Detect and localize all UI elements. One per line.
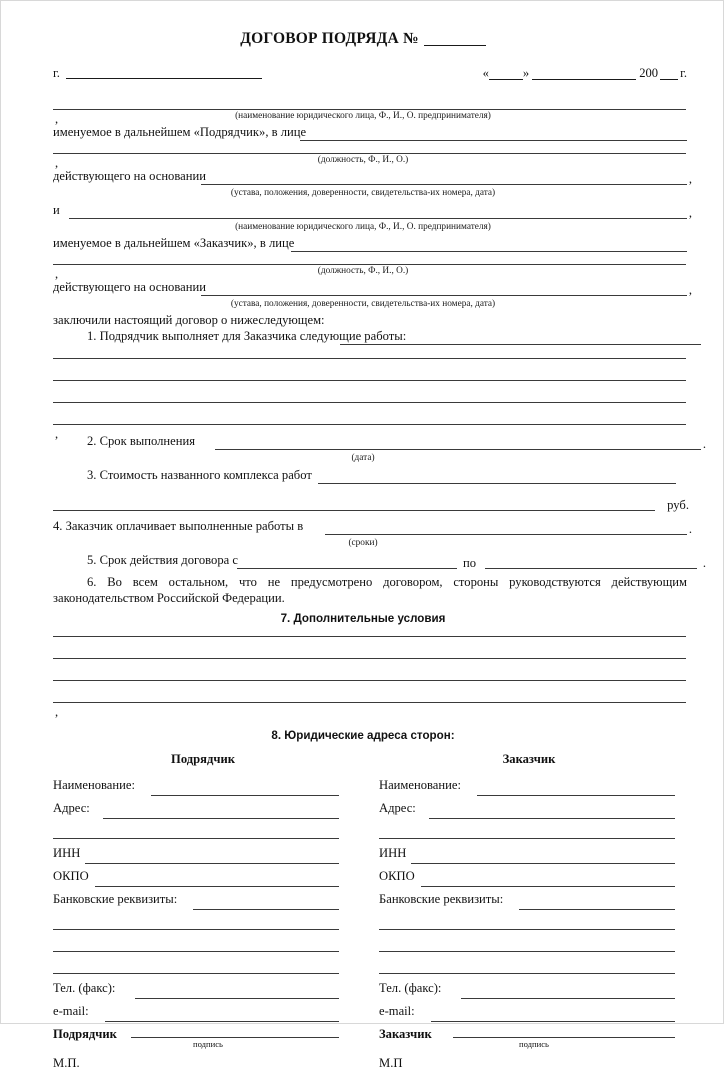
section-8-heading: 8. Юридические адреса сторон: (271, 729, 455, 742)
caption-signature-customer: подпись (519, 1039, 549, 1049)
customer-position-blank[interactable] (53, 264, 686, 265)
year-blank[interactable] (660, 79, 678, 80)
clause-5-label: 5. Срок действия договора с (87, 553, 242, 567)
document-title (39, 30, 687, 48)
customer-name-input[interactable] (477, 795, 675, 796)
preamble-text: заключили настоящий договор о нижеследующем: (53, 313, 325, 327)
customer-phone-label: Тел. (факс): (379, 981, 442, 995)
contractor-inn-row (53, 846, 353, 869)
clause-2-row: 2. Срок выполнения . (87, 434, 706, 451)
customer-email-label: e-mail: (379, 1004, 415, 1018)
customer-bank-input[interactable] (519, 909, 675, 910)
clause-1-blank-4[interactable] (53, 402, 686, 403)
contractor-okpo-label: ОКПО (53, 869, 89, 883)
customer-basis-blank[interactable] (201, 295, 687, 296)
date-block (483, 66, 687, 81)
customer-column-title: Заказчик (502, 752, 556, 766)
contractor-phone-label: Тел. (факс): (53, 981, 116, 995)
requisites-column-customer (379, 752, 679, 1071)
document-sheet (39, 1, 706, 1070)
contractor-column-title: Подрядчик (171, 752, 235, 766)
customer-stamp-label: М.П (379, 1056, 403, 1070)
contractor-representative-row (53, 125, 687, 143)
contractor-address-row-2 (53, 824, 353, 846)
clause-1-label: 1. Подрядчик выполняет для Заказчика следующие работы: (87, 329, 410, 343)
contractor-bank-row-4 (53, 959, 353, 981)
contractor-representative-blank[interactable] (300, 140, 687, 141)
contractor-address-input-2[interactable] (53, 838, 339, 839)
caption-signature-contractor: подпись (193, 1039, 223, 1049)
customer-address-input[interactable] (429, 818, 675, 819)
contractor-address-row (53, 801, 353, 824)
customer-basis-row: действующего на основании , (53, 280, 692, 297)
customer-name-blank[interactable] (69, 218, 687, 219)
caption-basis-contractor: (устава, положения, доверенности, свидетельства-их номера, дата) (230, 188, 496, 198)
customer-basis-label: действующего на основании (53, 280, 210, 294)
day-blank[interactable] (489, 79, 523, 80)
customer-representative-blank[interactable] (291, 251, 687, 252)
contractor-name-blank[interactable] (53, 109, 686, 110)
requisites-column-contractor (53, 752, 353, 1071)
contractor-intro-label: именуемое в дальнейшем «Подрядчик», в лице (53, 125, 310, 139)
clause-2-label: 2. Срок выполнения (87, 434, 199, 448)
caption-position-fio-customer: (должность, Ф., И., О.) (317, 266, 409, 276)
contractor-bank-row-2 (53, 915, 353, 937)
contractor-name-row (53, 778, 353, 801)
clause-1-blank-5[interactable] (53, 424, 686, 425)
requisites-columns (39, 752, 687, 1072)
contractor-bank-row (53, 892, 353, 915)
document-title-text: ДОГОВОР ПОДРЯДА № (240, 30, 419, 47)
clause-3-row (53, 468, 701, 486)
customer-email-input[interactable] (431, 1021, 675, 1022)
clause-5-from-blank[interactable] (237, 568, 457, 569)
section-7-blank-3[interactable] (53, 680, 686, 681)
contractor-address-input[interactable] (103, 818, 339, 819)
contractor-signature-label: Подрядчик (53, 1027, 117, 1041)
contractor-inn-input[interactable] (85, 863, 339, 864)
customer-name-row (379, 778, 679, 801)
year-suffix: г. (680, 66, 687, 80)
contractor-stamp-label: М.П. (53, 1056, 80, 1070)
customer-address-input-2[interactable] (379, 838, 675, 839)
contractor-bank-row-3 (53, 937, 353, 959)
contractor-bank-input-4[interactable] (53, 973, 339, 974)
caption-position-fio-contractor: (должность, Ф., И., О.) (317, 155, 409, 165)
customer-representative-row (53, 236, 687, 254)
contractor-bank-input-3[interactable] (53, 951, 339, 952)
contractor-okpo-input[interactable] (95, 886, 339, 887)
customer-bank-input-3[interactable] (379, 951, 675, 952)
city-input-blank[interactable] (66, 78, 262, 79)
contractor-phone-row (53, 981, 353, 1004)
and-label: и (53, 203, 64, 217)
city-label: г. (53, 66, 60, 80)
customer-bank-row-4 (379, 959, 679, 981)
customer-intro-label: именуемое в дальнейшем «Заказчик», в лице (53, 236, 298, 250)
caption-basis-customer: (устава, положения, доверенности, свидетельства-их номера, дата) (230, 299, 496, 309)
clause-4-blank[interactable] (325, 534, 687, 535)
customer-name-label: Наименование: (379, 778, 461, 792)
contractor-email-label: e-mail: (53, 1004, 89, 1018)
clause-3-unit-row (39, 495, 687, 513)
contractor-signature-row (53, 1027, 353, 1043)
customer-bank-row-3 (379, 937, 679, 959)
contractor-basis-label: действующего на основании (53, 169, 210, 183)
clause-5-to-blank[interactable] (485, 568, 697, 569)
section-7-blank-2[interactable] (53, 658, 686, 659)
customer-okpo-label: ОКПО (379, 869, 415, 883)
contractor-name-label: Наименование: (53, 778, 135, 792)
caption-entity-name-customer: (наименование юридического лица, Ф., И., О. предпринимателя) (235, 222, 491, 232)
customer-signature-input[interactable] (453, 1037, 675, 1038)
contractor-position-blank[interactable] (53, 153, 686, 154)
customer-inn-label: ИНН (379, 846, 407, 860)
year-prefix: 200 (639, 66, 659, 80)
clause-4-label: 4. Заказчик оплачивает выполненные работы в (53, 519, 307, 533)
customer-phone-row (379, 981, 679, 1004)
caption-terms: (сроки) (348, 538, 378, 548)
clause-3-blank[interactable] (318, 483, 676, 484)
contractor-signature-input[interactable] (131, 1037, 339, 1038)
quote-open: « (482, 66, 489, 80)
clause-5-to-label: по (463, 556, 477, 570)
customer-inn-input[interactable] (411, 863, 675, 864)
contractor-address-label: Адрес: (53, 801, 90, 815)
section-7-blank-4[interactable] (53, 702, 686, 703)
customer-bank-input-4[interactable] (379, 973, 675, 974)
customer-bank-label: Банковские реквизиты: (379, 892, 504, 906)
contractor-inn-label: ИНН (53, 846, 81, 860)
clause-3-label: 3. Стоимость названного комплекса работ (87, 468, 316, 482)
clause-4-row: 4. Заказчик оплачивает выполненные работы в . (53, 519, 692, 536)
customer-bank-input-2[interactable] (379, 929, 675, 930)
section-7-blank-1[interactable] (53, 636, 686, 637)
caption-entity-name-contractor: (наименование юридического лица, Ф., И., О. предпринимателя) (235, 111, 491, 121)
clause-2-blank[interactable] (215, 449, 701, 450)
clause-1-blank-3[interactable] (53, 380, 686, 381)
contractor-okpo-row (53, 869, 353, 892)
customer-address-label: Адрес: (379, 801, 416, 815)
clause-3-blank-2[interactable] (53, 510, 655, 511)
customer-okpo-input[interactable] (421, 886, 675, 887)
clause-5-row: 5. Срок действия договора с по . (87, 553, 706, 570)
quote-close: » (522, 66, 530, 80)
customer-address-row-2 (379, 824, 679, 846)
contract-number-blank[interactable] (424, 45, 486, 46)
contractor-bank-label: Банковские реквизиты: (53, 892, 178, 906)
customer-okpo-row (379, 869, 679, 892)
customer-signature-label: Заказчик (379, 1027, 432, 1041)
clause-1-row (53, 329, 701, 347)
caption-date: (дата) (351, 453, 375, 463)
contractor-basis-row: действующего на основании , (53, 169, 692, 186)
clause-6-text: 6. Во всем остальном, что не предусмотрено договором, стороны руководствуются действующим законодательством Российской Федерации. (53, 575, 687, 605)
contractor-name-input[interactable] (151, 795, 339, 796)
and-row: и , (53, 203, 692, 220)
contractor-bank-input-2[interactable] (53, 929, 339, 930)
customer-phone-input[interactable] (461, 998, 675, 999)
section-7-heading: 7. Дополнительные условия (280, 612, 446, 625)
customer-bank-row-2 (379, 915, 679, 937)
clause-3-unit-label: руб. (667, 498, 689, 512)
clause-1-blank[interactable] (340, 344, 701, 345)
contractor-phone-input[interactable] (135, 998, 339, 999)
customer-signature-row (379, 1027, 679, 1043)
customer-address-row (379, 801, 679, 824)
customer-bank-row (379, 892, 679, 915)
contractor-email-input[interactable] (105, 1021, 339, 1022)
month-blank[interactable] (532, 79, 636, 80)
clause-1-blank-2[interactable] (53, 358, 686, 359)
customer-inn-row (379, 846, 679, 869)
contractor-bank-input[interactable] (193, 909, 339, 910)
city-date-row (39, 64, 687, 82)
contractor-basis-blank[interactable] (201, 184, 687, 185)
